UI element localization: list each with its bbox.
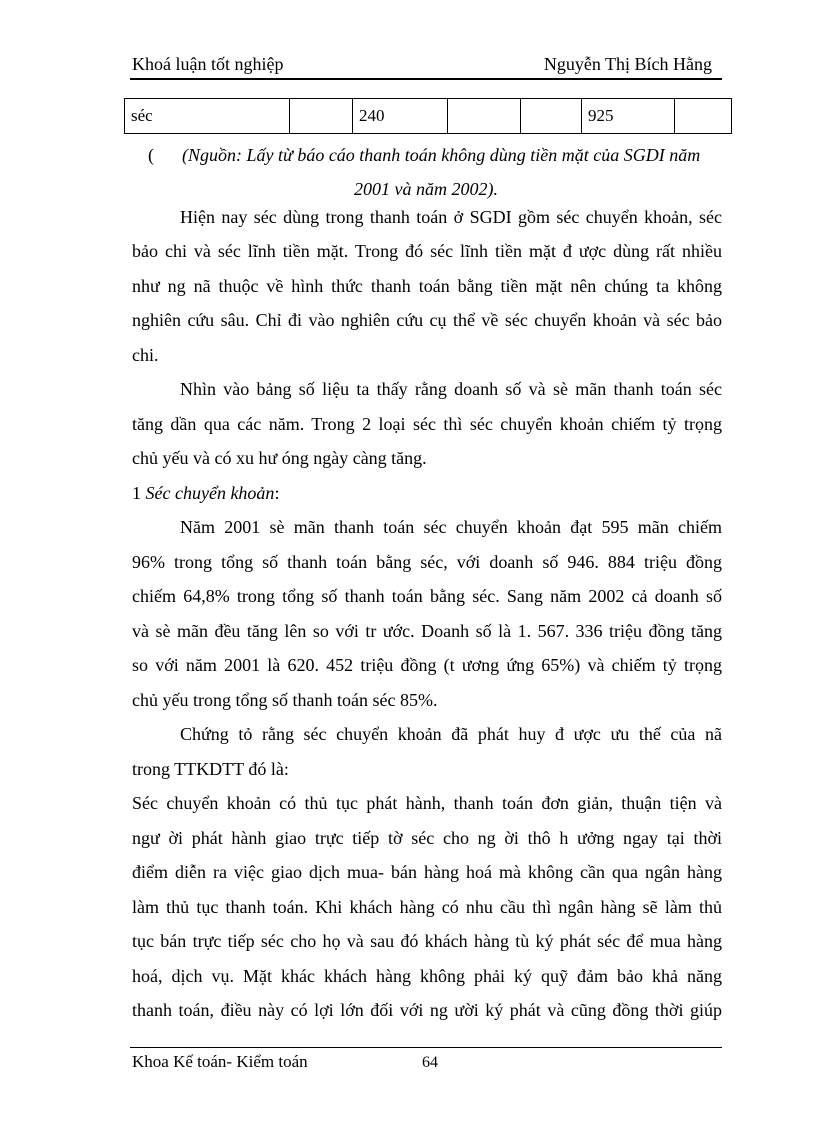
body-line: Séc chuyển khoản có thủ tục phát hành, thanh toán đơn giản, thuận tiện và: [132, 793, 722, 813]
footer-faculty: Khoa Kế toán- Kiểm toán: [132, 1052, 308, 1071]
body-line: Chứng tỏ rằng séc chuyển khoản đã phát huy đ ược ưu thế của nã: [180, 724, 722, 744]
body-line: Hiện nay séc dùng trong thanh toán ở SGDI gồm séc chuyển khoản, séc: [180, 207, 722, 227]
body-line: bảo chi và séc lĩnh tiền mặt. Trong đó séc lĩnh tiền mặt đ ược dùng rất nhiều: [132, 241, 722, 261]
body-line: làm thủ tục thanh toán. Khi khách hàng có nhu cầu thì ngân hàng sẽ làm thủ: [132, 897, 722, 917]
body-line: tục bán trực tiếp séc cho họ và sau đó khách hàng tù ký phát séc để mua hàng: [132, 931, 722, 951]
header-thesis-title: Khoá luận tốt nghiệp: [132, 54, 284, 74]
body-line: và sè mãn đều tăng lên so với tr ước. Doanh số là 1. 567. 336 triệu đồng tăng: [132, 621, 722, 641]
body-line: hoá, dịch vụ. Mặt khác khách hàng không phải ký quỹ đảm bảo khả năng: [132, 966, 722, 986]
subheading-number: 1: [132, 483, 146, 503]
body-line: chiếm 64,8% trong tổng số thanh toán bằng séc. Sang năm 2002 cả doanh số: [132, 586, 722, 606]
subheading-title: Séc chuyển khoản: [145, 483, 275, 503]
table-cell: [448, 99, 521, 134]
body-line: thanh toán, điều này có lợi lớn đối với ng ười ký phát và cũng đồng thời giúp: [132, 1000, 722, 1020]
body-line: chủ yếu và có xu hư óng ngày càng tăng.: [132, 448, 427, 468]
source-note-line-2: 2001 và năm 2002).: [354, 179, 498, 199]
body-line: điểm diễn ra việc giao dịch mua- bán hàng hoá mà không cần qua ngân hàng: [132, 862, 722, 882]
body-line: chi.: [132, 345, 159, 365]
body-line: Năm 2001 sè mãn thanh toán séc chuyển khoản đạt 595 mãn chiếm: [180, 517, 722, 537]
body-line: so với năm 2001 là 620. 452 triệu đồng (t ương ứng 65%) và chiếm tỷ trọng: [132, 655, 722, 675]
table-cell: [675, 99, 732, 134]
page-header: [130, 52, 722, 80]
header-author: Nguyễn Thị Bích Hằng: [543, 54, 712, 74]
source-note-paren: (: [148, 145, 154, 165]
body-line: ngư ời phát hành giao trực tiếp tờ séc cho ng ời thô h ưởng ngay tại thời: [132, 828, 722, 848]
table-cell: 925: [582, 99, 675, 134]
body-line: nghiên cứu sâu. Chỉ đi vào nghiên cứu cụ thể về séc chuyển khoản và séc bảo: [132, 310, 722, 330]
table-cell: [521, 99, 582, 134]
subheading-colon: :: [274, 483, 280, 503]
body-line: tăng dần qua các năm. Trong 2 loại séc thì séc chuyển khoản chiếm tỷ trọng: [132, 414, 722, 434]
body-line: chủ yếu trong tổng số thanh toán séc 85%.: [132, 690, 438, 710]
table-cell: 240: [353, 99, 448, 134]
body-line: Nhìn vào bảng số liệu ta thấy rằng doanh số và sè mãn thanh toán séc: [180, 379, 722, 399]
table-row: [125, 99, 732, 134]
page-number: 64: [422, 1054, 438, 1071]
table-cell: [290, 99, 353, 134]
table-fragment: [124, 98, 732, 134]
body-line: trong TTKDTT đó là:: [132, 759, 289, 779]
table-cell: séc: [125, 99, 290, 134]
body-line: 96% trong tổng số thanh toán bằng séc, với doanh số 946. 884 triệu đồng: [132, 552, 722, 572]
body-line: như ng nã thuộc về hình thức thanh toán bằng tiền mặt nên chúng ta không: [132, 276, 722, 296]
source-note-line-1: (Nguồn: Lấy từ báo cáo thanh toán không dùng tiền mặt của SGDI năm: [182, 145, 701, 165]
subheading: [132, 481, 722, 505]
page-footer: [130, 1047, 722, 1071]
